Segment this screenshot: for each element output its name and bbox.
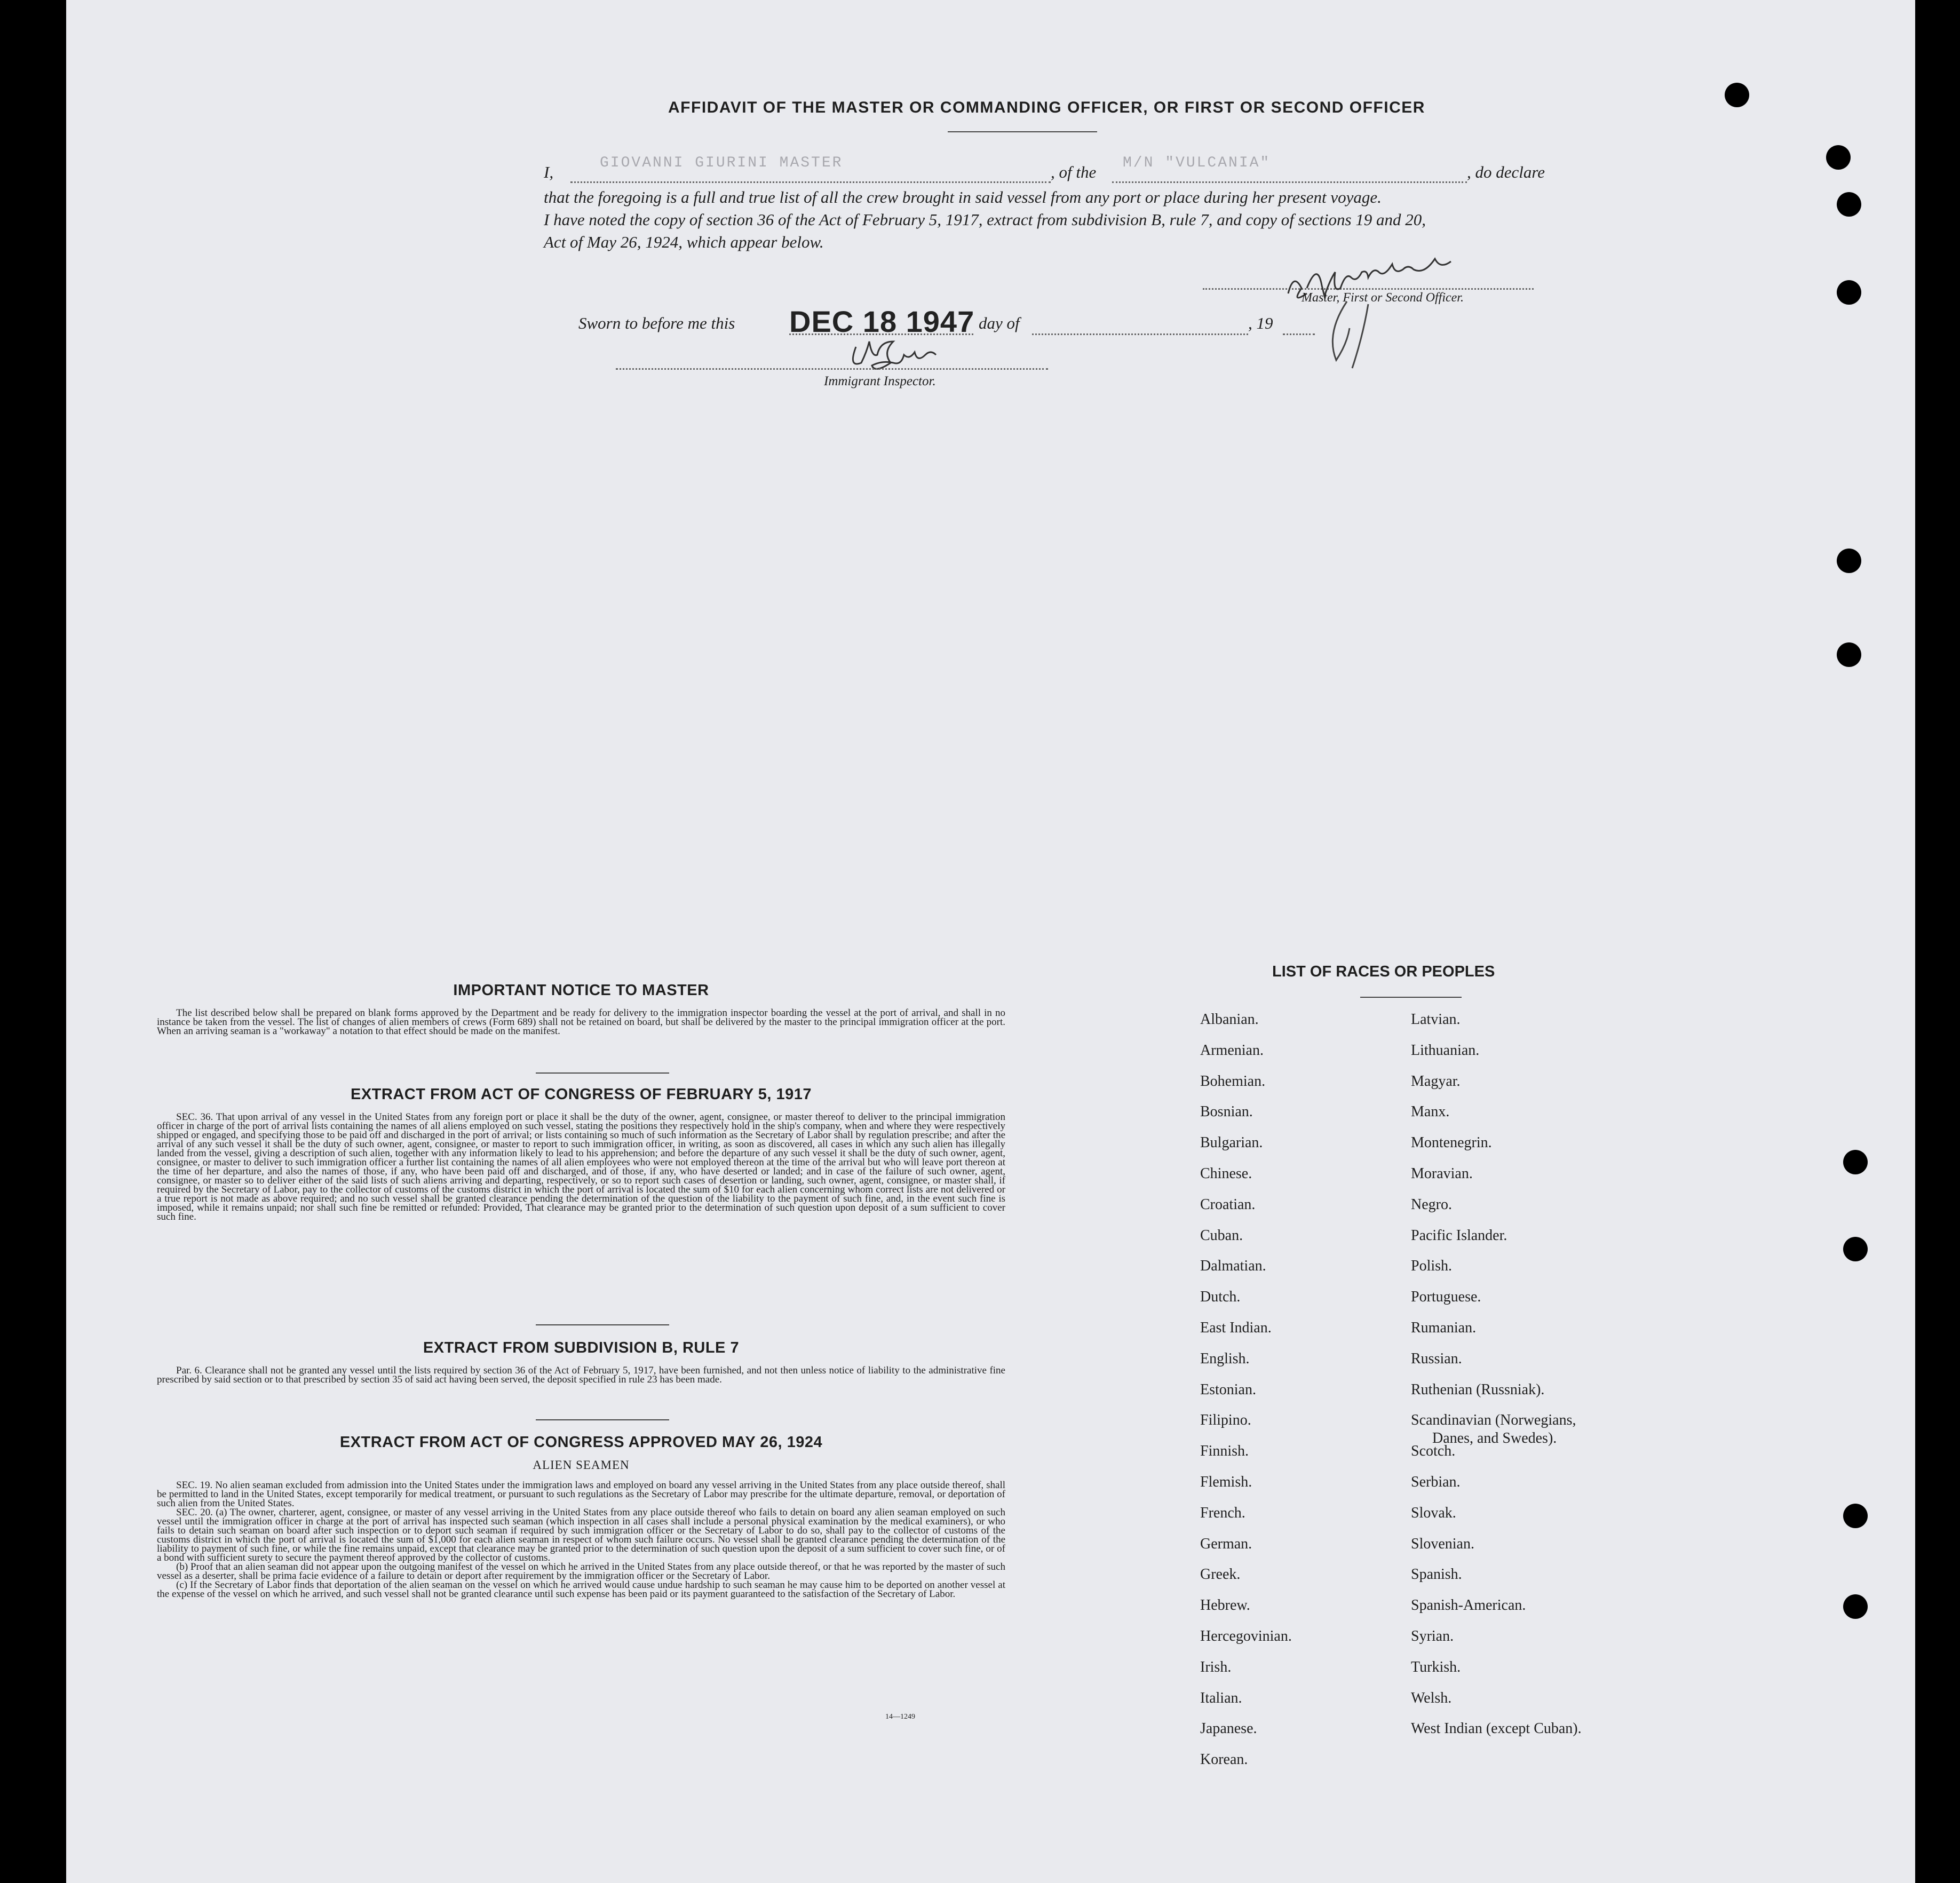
race-item: Latvian. [1411, 1011, 1461, 1028]
race-item: Polish. [1411, 1258, 1453, 1275]
vessel-field-line [1112, 181, 1467, 183]
year-prefix: , 19 [1248, 314, 1273, 332]
date-stamp: DEC 18 1947 [789, 305, 975, 338]
race-item: Lithuanian. [1411, 1042, 1480, 1059]
do-declare-text: , do declare [1467, 163, 1545, 181]
month-field-line [1032, 333, 1248, 335]
race-item: Bulgarian. [1200, 1134, 1263, 1151]
binder-hole [1826, 145, 1851, 170]
section-19: SEC. 19. No alien seaman excluded from admission into the United States under the immigration laws and employed on board any vessel arriving in the United States from any place outside thereof, shall be permitted to land in the United States, except temporarily for medical treatment, or pursuant to such regulations as the Secretary of Labor may prescribe for the ultimate departure, removal, or deportation of such alien from the United States. [157, 1480, 1005, 1509]
race-item: Manx. [1411, 1103, 1450, 1121]
races-title: LIST OF RACES OR PEOPLES [1272, 963, 1495, 980]
affidavit-line-1 [544, 163, 553, 182]
master-caption: Master, First or Second Officer. [1302, 291, 1464, 305]
race-item: Dalmatian. [1200, 1258, 1266, 1275]
race-item: Dutch. [1200, 1289, 1241, 1306]
race-item: Negro. [1411, 1196, 1452, 1213]
race-item: Estonian. [1200, 1381, 1256, 1398]
race-item: Slovak. [1411, 1504, 1456, 1521]
race-item: Spanish. [1411, 1566, 1462, 1583]
binder-hole [1837, 192, 1861, 217]
master-signature [1277, 256, 1523, 384]
race-item: Russian. [1411, 1350, 1462, 1367]
section-20a: SEC. 20. (a) The owner, charterer, agent, consignee, or master of any vessel arriving in the United States from any place outside thereof who fails to detain on board any alien seaman employed on such vessel until the immigration officer in charge at the port of arrival has inspected such seaman (which inspection in all cases shall include a personal physical examination by the medical examiners), or who fails to detain such seaman on board after such inspection or to deport such seaman if required by such immigration officer or the Secretary of Labor to do so, shall pay to the collector of customs of the customs district in which the port of arrival is located the sum of $1,000 for each alien seaman in respect of whom such failure occurs. No vessel shall be granted clearance pending the determination of the liability to payment of such fine, or while the fine remains unpaid, except that clearance may be granted prior to the determination of such question upon the deposit of a sum sufficient to cover such fine, or of a bond with sufficient surety to secure the payment thereof approved by the collector of customs. [157, 1507, 1005, 1563]
affidavit-line-3: I have noted the copy of section 36 of the Act of February 5, 1917, extract from subdivision B, rule 7, and copy of sections 19 and 20, [544, 210, 1426, 229]
notice-title: IMPORTANT NOTICE TO MASTER [453, 982, 709, 999]
race-item: Pacific Islander. [1411, 1227, 1507, 1244]
race-item: Spanish-American. [1411, 1597, 1526, 1614]
pronoun: I, [544, 163, 554, 181]
title-divider [948, 131, 1097, 132]
race-item: Portuguese. [1411, 1289, 1481, 1306]
race-item: German. [1200, 1535, 1252, 1552]
section-20b: (b) Proof that an alien seaman did not appear upon the outgoing manifest of the vessel on which he arrived in the United States from any place outside thereof, or that he was reported by the master of such vessel as a deserter, shall be prima facie evidence of a failure to detain or deport after requirement by the immigration officer or the Secretary of Labor. [157, 1561, 1005, 1582]
race-item: English. [1200, 1350, 1250, 1367]
notice-divider [536, 1072, 669, 1074]
extract-1924-title: EXTRACT FROM ACT OF CONGRESS APPROVED MAY 26, 1924 [339, 1434, 823, 1451]
race-item: Cuban. [1200, 1227, 1243, 1244]
race-item: French. [1200, 1504, 1245, 1521]
day-of-text: day of [979, 314, 1020, 332]
binder-hole [1843, 1150, 1868, 1174]
inspector-caption: Immigrant Inspector. [824, 374, 936, 388]
year-field-line [1283, 333, 1315, 335]
race-item: Albanian. [1200, 1011, 1259, 1028]
typed-master-name: GIOVANNI GIURINI MASTER [600, 155, 843, 171]
race-item: Ruthenian (Russniak). [1411, 1381, 1545, 1398]
race-item: Moravian. [1411, 1165, 1473, 1182]
race-item: Hercegovinian. [1200, 1628, 1292, 1644]
race-item: Korean. [1200, 1751, 1248, 1768]
binder-hole [1843, 1594, 1868, 1619]
races-divider [1360, 997, 1462, 998]
race-item: Armenian. [1200, 1042, 1264, 1059]
race-item: Bohemian. [1200, 1072, 1266, 1090]
race-item: Bosnian. [1200, 1103, 1253, 1121]
race-item: Finnish. [1200, 1443, 1249, 1460]
race-item: Slovenian. [1411, 1535, 1474, 1552]
race-item: Montenegrin. [1411, 1134, 1492, 1151]
race-item: Danes, and Swedes). [1432, 1430, 1557, 1447]
extract-1924-body [157, 1481, 1005, 1599]
race-item: Serbian. [1411, 1474, 1461, 1490]
race-item: Welsh. [1411, 1689, 1452, 1706]
race-item: East Indian. [1200, 1320, 1272, 1336]
sworn-label: Sworn to before me this [578, 314, 735, 332]
binder-hole [1725, 83, 1749, 107]
race-item: Turkish. [1411, 1658, 1461, 1675]
extract-1917-body: SEC. 36. That upon arrival of any vessel in the United States from any foreign port or place it shall be the duty of the owner, agent, consignee, or master thereof to deliver to the principal immigration officer in charge of the port of arrival lists containing the names of all aliens employed on such vessel, stating the positions they respectively hold in the ship's company, when and where they were respectively shipped or engaged, and specifying those to be paid off and discharged in the port of arrival; or lists containing so much of such information as the Secretary of Labor shall by regulation prescribe; and after the arrival of any such vessel it shall be the duty of such owner, agent, consignee, or master to report to such immigration officer, in writing, as soon as discovered, all cases in which any such alien has illegally landed from the vessel, giving a description of such alien, together with any information likely to lead to his apprehension; and before the departure of any such vessel it shall be the duty of such owner, agent, consignee, or master to deliver to such immigration officer a further list containing the names of all alien employees who were not employed thereon at the time of the arrival but who will leave port thereon at the time of her departure, and also the names of those, if any, who have been paid off and discharged, and of those, if any, who have deserted or landed; and in case of the failure of such owner, agent, consignee, or master so to deliver either of the said lists of such aliens arriving and departing, respectively, or so to report such cases of desertion or landing, such owner, agent, consignee, or master shall, if required by the Secretary of Labor, pay to the collector of customs of the customs district in which the port of arrival is located the sum of $10 for each alien concerning whom correct lists are not delivered or a true report is not made as above required; and no such vessel shall be granted clearance pending the determination of the question of the liability to the payment of such fine, and, in the event such fine is imposed, while it remains unpaid; nor shall such fine be remitted or refunded: Provided, That clearance may be granted prior to the determination of such question upon deposit of a sum sufficient to cover such fine. [157, 1111, 1005, 1222]
alien-seamen-subtitle: ALIEN SEAMEN [533, 1458, 630, 1472]
binder-hole [1837, 549, 1861, 573]
race-item: Rumanian. [1411, 1320, 1477, 1336]
binder-hole [1837, 280, 1861, 305]
race-item: Irish. [1200, 1658, 1232, 1675]
rule-7-divider [536, 1419, 669, 1420]
rule-7-title: EXTRACT FROM SUBDIVISION B, RULE 7 [423, 1339, 740, 1356]
section-20c: (c) If the Secretary of Labor finds that deportation of the alien seaman on the vessel on which he arrived would cause undue hardship to such seaman he may cause him to be deported on another vessel at the expense of the vessel on which he arrived, and such vessel shall not be granted clearance until such expense has been paid or its payment guaranteed to the satisfaction of the Secretary of Labor. [157, 1579, 1005, 1600]
binder-hole [1843, 1237, 1868, 1261]
notice-body: The list described below shall be prepared on blank forms approved by the Department and be ready for delivery to the immigration inspector boarding the vessel at the port of arrival, and shall in no instance be taken from the vessel. The list of changes of alien members of crews (Form 689) shall not be retained on board, but shall be delivered by the master to the principal immigration officer at the port. When an arriving seaman is a "workaway" a notation to that effect should be made on the manifest. [157, 1007, 1005, 1037]
binder-hole [1843, 1504, 1868, 1528]
typed-vessel-name: M/N "VULCANIA" [1123, 155, 1271, 171]
race-item: Filipino. [1200, 1412, 1251, 1429]
race-item: Scotch. [1411, 1443, 1456, 1460]
race-item: Scandinavian (Norwegians, [1411, 1412, 1576, 1429]
form-number: 14—1249 [885, 1713, 915, 1721]
race-item: Italian. [1200, 1689, 1242, 1706]
document-page [66, 0, 1915, 1883]
affidavit-title: AFFIDAVIT OF THE MASTER OR COMMANDING OFFICER, OR FIRST OR SECOND OFFICER [668, 99, 1425, 116]
name-field-line [570, 181, 1051, 183]
affidavit-line-2: that the foregoing is a full and true list of all the crew brought in said vessel from any port or place during her present voyage. [544, 188, 1382, 206]
rule-7-body: Par. 6. Clearance shall not be granted any vessel until the lists required by section 36 of the Act of February 5, 1917, have been furnished, and not then unless notice of liability to the administrative fine prescribed by said section or to that prescribed by section 35 of said act having been served, the deposit specified in rule 23 has been made. [157, 1365, 1005, 1385]
extract-1917-divider [536, 1324, 669, 1325]
race-item: Flemish. [1200, 1474, 1252, 1490]
race-item: Croatian. [1200, 1196, 1256, 1213]
race-item: Magyar. [1411, 1072, 1461, 1090]
race-item: Hebrew. [1200, 1597, 1250, 1614]
race-item: West Indian (except Cuban). [1411, 1720, 1582, 1737]
race-item: Japanese. [1200, 1720, 1257, 1737]
binder-hole [1837, 642, 1861, 667]
extract-1917-title: EXTRACT FROM ACT OF CONGRESS OF FEBRUARY 5, 1917 [350, 1086, 812, 1103]
of-the-text: , of the [1051, 163, 1097, 181]
affidavit-line-4: Act of May 26, 1924, which appear below. [544, 233, 824, 251]
race-item: Syrian. [1411, 1628, 1454, 1644]
inspector-signature-line [616, 368, 1048, 370]
race-item: Greek. [1200, 1566, 1241, 1583]
race-item: Chinese. [1200, 1165, 1252, 1182]
